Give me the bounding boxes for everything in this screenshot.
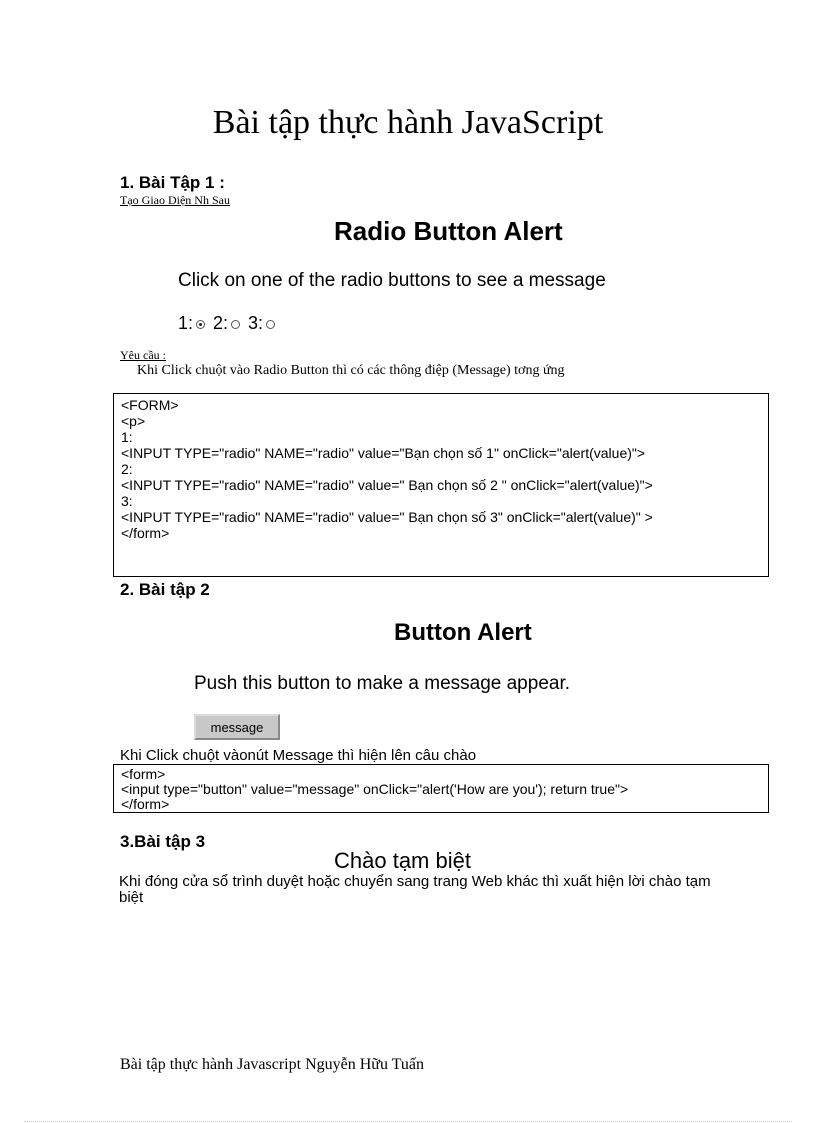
- page-footer: Bài tập thực hành Javascript Nguyễn Hữu Tuấn: [120, 1056, 424, 1073]
- button-demo-instruction: Push this button to make a message appear.: [194, 673, 571, 694]
- radio-3-label: 3:: [248, 313, 264, 333]
- page-title: Bài tập thực hành JavaScript: [212, 104, 604, 141]
- exercise-3-description: Khi đóng cửa sổ trình duyệt hoặc chuyển sang trang Web khác thì xuất hiện lời chào tạm biệt: [119, 873, 711, 906]
- code-line: <FORM>: [121, 397, 179, 413]
- code-line: 1:: [121, 429, 133, 445]
- code-box-exercise-2: [113, 764, 769, 813]
- requirement-text: Khi Click chuột vào Radio Button thì có các thông điệp (Message) tơng ứng: [137, 363, 565, 378]
- message-button[interactable]: message: [194, 714, 280, 740]
- code-line: 2:: [121, 461, 133, 477]
- button-demo-title: Button Alert: [394, 619, 532, 646]
- radio-demo-title: Radio Button Alert: [334, 216, 563, 246]
- exercise-2-description: Khi Click chuột vàonút Message thì hiện lên câu chào: [120, 747, 477, 764]
- radio-1-button[interactable]: [196, 320, 205, 329]
- code-line: <INPUT TYPE="radio" NAME="radio" value=" Bạn chọn số 2 " onClick="alert(value)">: [121, 477, 653, 493]
- code-line: 3:: [121, 493, 133, 509]
- exercise-3-title: Chào tạm biệt: [334, 848, 471, 873]
- code-box-exercise-1: [113, 393, 769, 577]
- radio-1-label: 1:: [178, 313, 194, 333]
- radio-group: [178, 313, 283, 334]
- exercise-2-heading: 2. Bài tập 2: [120, 580, 210, 599]
- radio-2-button[interactable]: [231, 320, 240, 329]
- code-line: <INPUT TYPE="radio" NAME="radio" value="Bạn chọn số 1" onClick="alert(value)">: [121, 445, 646, 461]
- exercise-3-heading: 3.Bài tập 3: [120, 832, 206, 851]
- radio-2-label: 2:: [213, 313, 229, 333]
- code-line: <form>: [121, 766, 166, 782]
- code-line: </form>: [121, 525, 170, 541]
- code-line: <p>: [121, 413, 146, 429]
- exercise-1-subtitle: Tạo Giao Diện Nh Sau: [120, 193, 230, 207]
- code-line: <INPUT TYPE="radio" NAME="radio" value=" Bạn chọn số 3" onClick="alert(value)" >: [121, 509, 653, 525]
- requirement-label: Yêu cầu :: [120, 348, 166, 362]
- code-line: <input type="button" value="message" onClick="alert('How are you'); return true">: [121, 781, 629, 797]
- exercise-1-heading: 1. Bài Tập 1 :: [120, 173, 225, 192]
- radio-demo-instruction: Click on one of the radio buttons to see a message: [178, 270, 606, 291]
- radio-3-button[interactable]: [266, 320, 275, 329]
- code-line: </form>: [121, 796, 170, 812]
- page-bottom-divider: [24, 1121, 792, 1122]
